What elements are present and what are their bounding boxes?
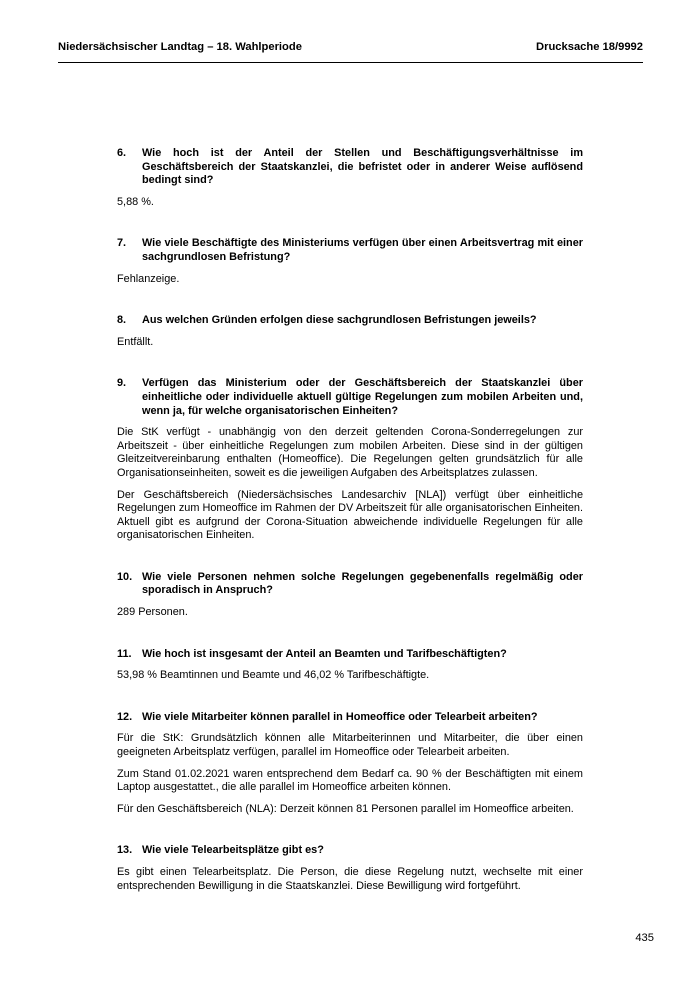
answer-paragraph: Entfällt. <box>117 335 154 348</box>
qa-block-11 <box>117 648 583 683</box>
question-number: 6. <box>117 147 127 159</box>
answer-paragraph: Es gibt einen Telearbeitsplatz. Die Person, die diese Regelung nutzt, wechselte mit einer entsprechenden Bewilligung in die Staatskanzlei. Diese Bewilligung wird fortgeführt. <box>117 866 583 892</box>
qa-block-7 <box>117 237 583 286</box>
question-number: 10. <box>117 570 133 583</box>
question <box>117 648 583 662</box>
answer-paragraph: Fehlanzeige. <box>117 272 180 285</box>
question <box>117 377 583 418</box>
question <box>117 314 583 328</box>
question-number: 9. <box>117 377 127 390</box>
page-header <box>58 38 643 63</box>
page-number: 435 <box>635 932 654 944</box>
question <box>117 237 583 264</box>
qa-block-8 <box>117 314 583 349</box>
qa-block-9 <box>117 377 583 543</box>
question-text: Wie viele Beschäftigte des Ministeriums verfügen über einen Arbeitsvertrag mit einer sachgrundlosen Befristung? <box>142 237 583 263</box>
question-text: Verfügen das Ministerium oder der Geschäftsbereich der Staatskanzlei über einheitliche oder individuelle aktuell gültige Regelungen zum mobilen Arbeiten und, wenn ja, für welche organisatorischen Einheiten? <box>142 377 583 417</box>
question-number: 7. <box>117 237 127 250</box>
qa-block-12 <box>117 711 583 817</box>
answer-paragraph: 5,88 %. <box>117 195 154 208</box>
question-text: Wie hoch ist insgesamt der Anteil an Beamten und Tarifbeschäftigten? <box>142 647 507 660</box>
question-text: Wie viele Personen nehmen solche Regelungen gegebenenfalls regelmäßig oder sporadisch in Anspruch? <box>142 570 583 597</box>
question-text: Wie viele Mitarbeiter können parallel in Homeoffice oder Telearbeit arbeiten? <box>142 710 538 723</box>
qa-block-6 <box>117 147 583 209</box>
question-text: Wie hoch ist der Anteil der Stellen und Beschäftigungsverhältnisse im Geschäftsbereich der Staatskanzlei, die befristet oder in anderer Weise auflösend bedingt sind? <box>142 147 583 187</box>
question <box>117 844 583 858</box>
question-text: Aus welchen Gründen erfolgen diese sachgrundlosen Befristungen jeweils? <box>142 314 537 327</box>
answer-paragraph: Für die StK: Grundsätzlich können alle Mitarbeiterinnen und Mitarbeiter, die über einen geeigneten Arbeitsplatz verfügen, parallel im Homeoffice oder Telearbeit arbeiten. <box>117 732 583 759</box>
qa-block-10 <box>117 571 583 620</box>
question <box>117 147 583 188</box>
question-text: Wie viele Telearbeitsplätze gibt es? <box>142 844 324 857</box>
document-number: Drucksache 18/9992 <box>536 41 643 53</box>
question <box>117 711 583 725</box>
answer-paragraph: 289 Personen. <box>117 606 188 619</box>
question <box>117 571 583 598</box>
answer-paragraph: Zum Stand 01.02.2021 waren entsprechend dem Bedarf ca. 90 % der Beschäftigten mit einem Laptop ausgestattet., die alle parallel im Homeoffice arbeiten können. <box>117 767 583 794</box>
question-number: 11. <box>117 647 132 660</box>
qa-block-13 <box>117 844 583 893</box>
qa-content <box>117 147 583 921</box>
answer-paragraph: 53,98 % Beamtinnen und Beamte und 46,02 % Tarifbeschäftigte. <box>117 669 430 682</box>
answer-paragraph: Für den Geschäftsbereich (NLA): Derzeit können 81 Personen parallel im Homeoffice arbeiten. <box>117 802 574 815</box>
answer-paragraph: Der Geschäftsbereich (Niedersächsisches Landesarchiv [NLA]) verfügt über einheitliche Regelungen zum Homeoffice im Rahmen der DV Arbeitszeit für alle organisatorischen Einheiten. Aktuell gibt es aufgrund der Corona-Situation abweichende individuelle Regelungen für alle organisatorischen Einheiten. <box>117 488 583 542</box>
header-title: Niedersächsischer Landtag – 18. Wahlperiode <box>58 41 302 53</box>
question-number: 13. <box>117 844 133 857</box>
question-number: 12. <box>117 710 133 723</box>
question-number: 8. <box>117 314 127 327</box>
answer-paragraph: Die StK verfügt - unabhängig von den derzeit geltenden Corona-Sonderregelungen zur Arbeitszeit - über einheitliche Regelungen zum mobilen Arbeiten. Diese sind in der gültigen Gleitzeitvereinbarung enthalten (Homeoffice). Die Regelungen gelten grundsätzlich für alle Organisationseinheiten, soweit es die jeweiligen Aufgaben des Arbeitsplatzes zulassen. <box>117 426 583 479</box>
